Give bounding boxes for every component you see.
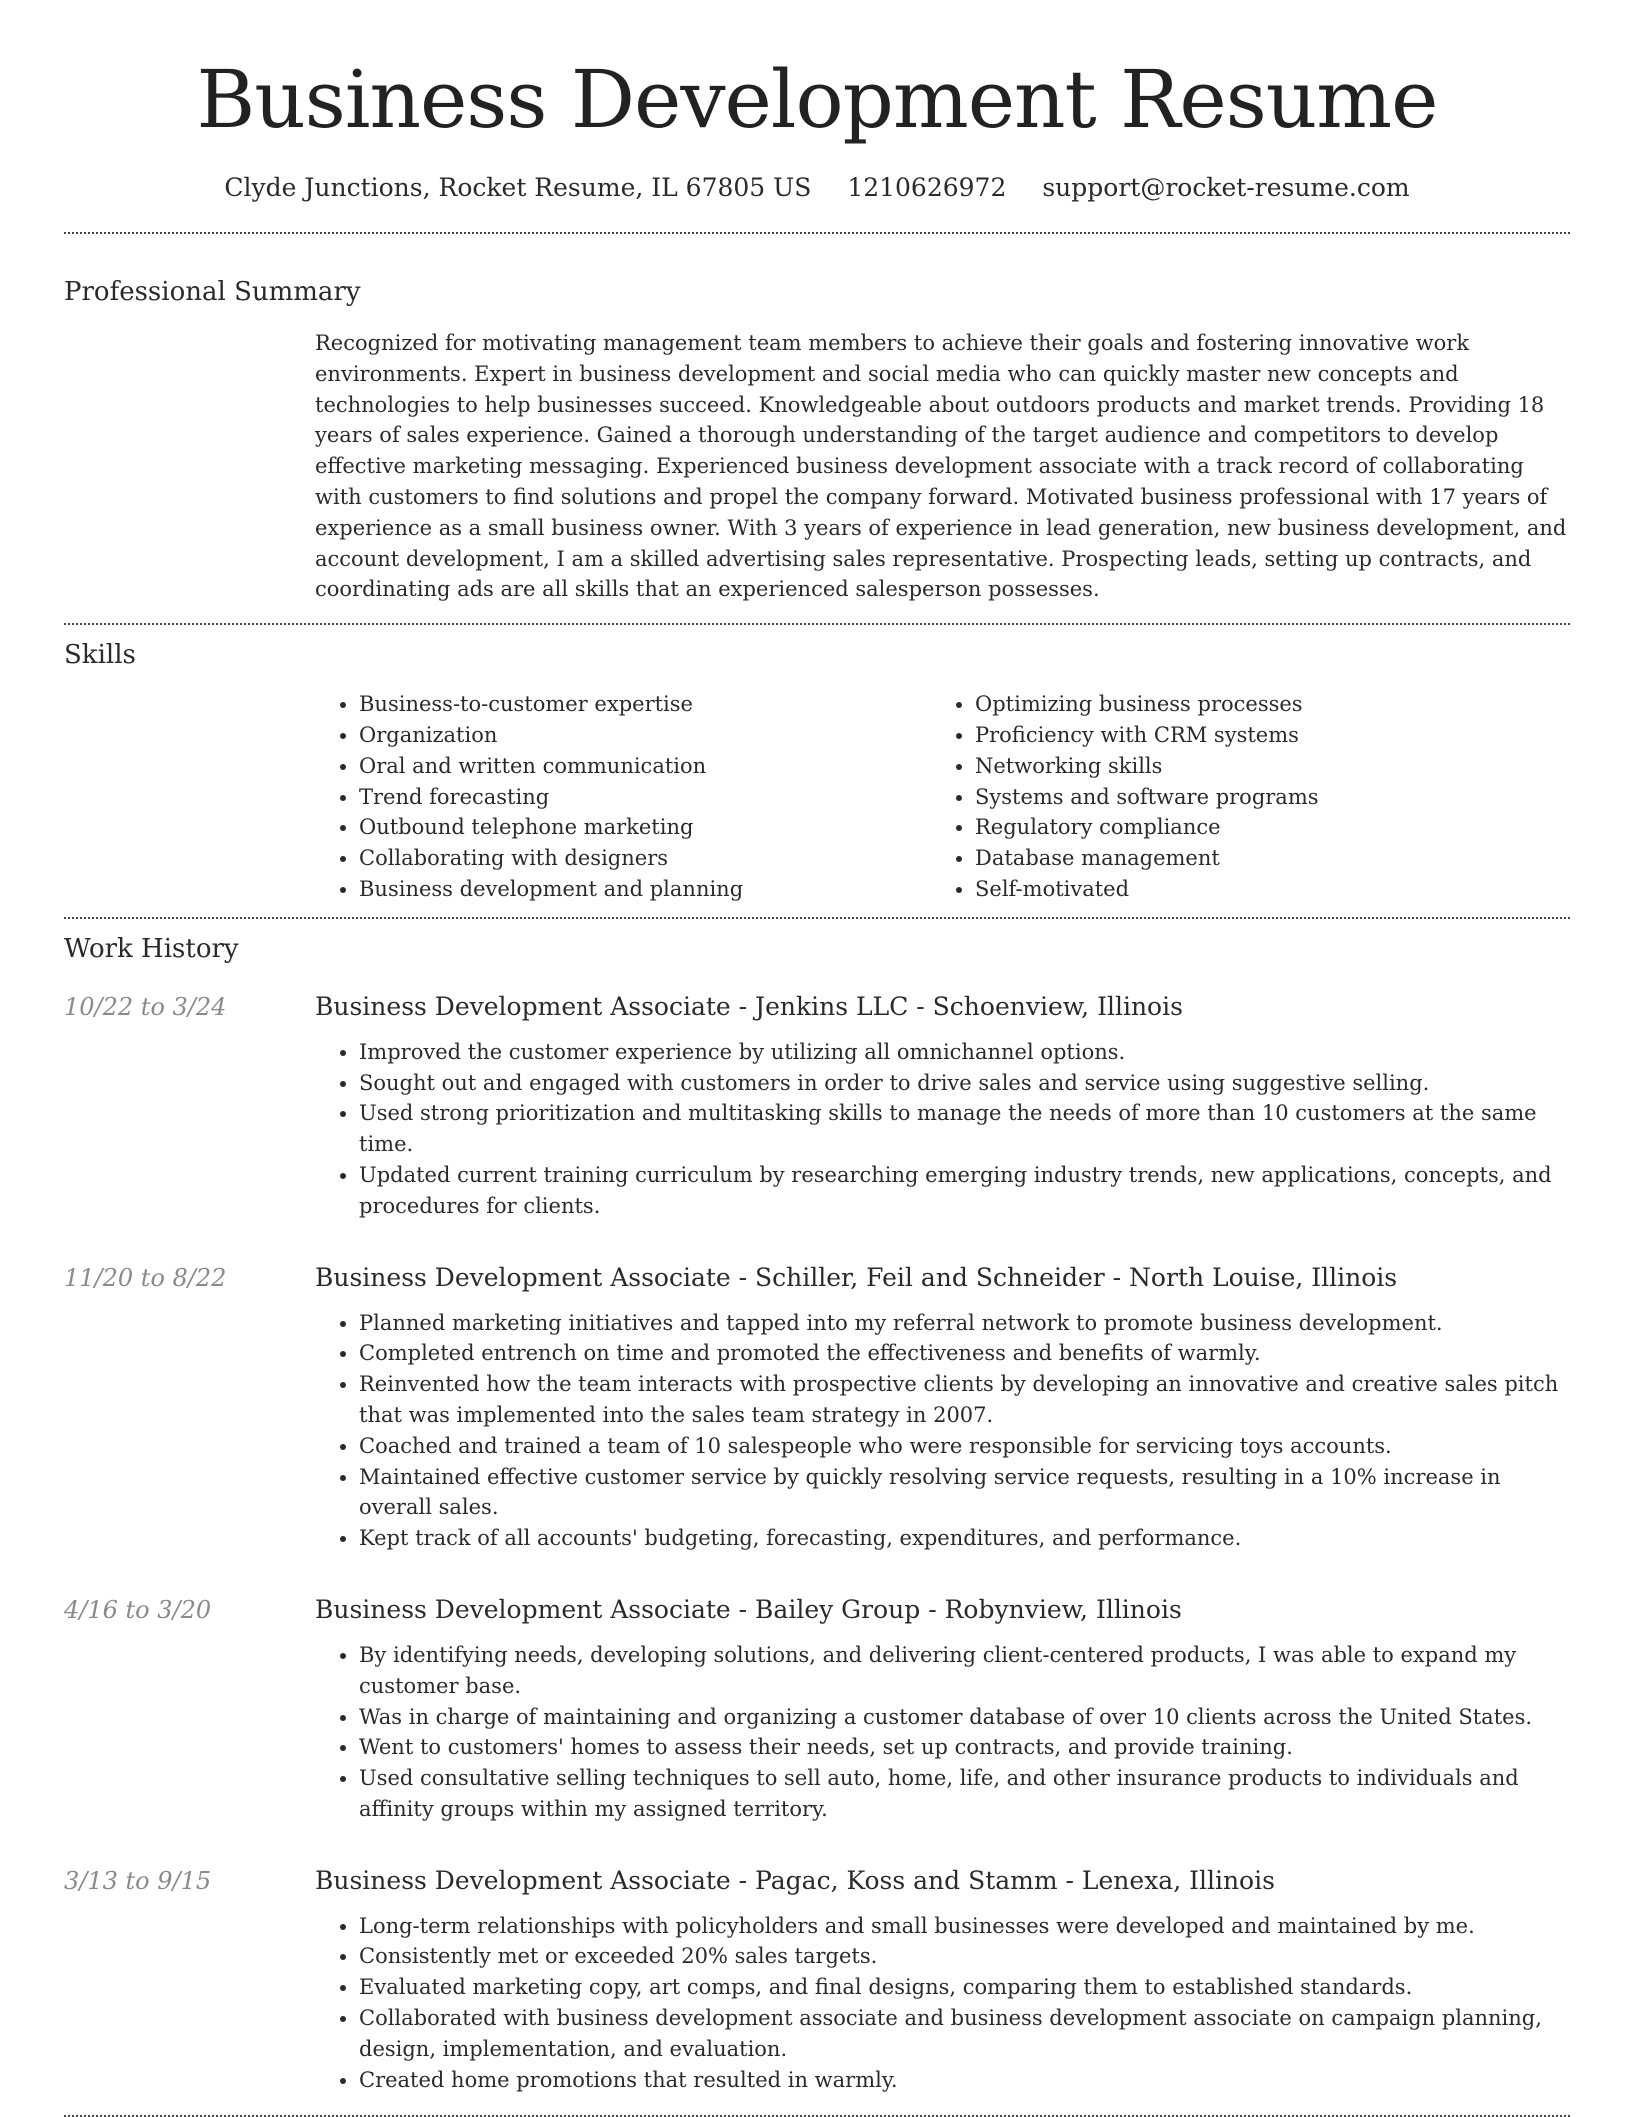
contact-phone: 1210626972 xyxy=(847,173,1007,202)
skills-column-right xyxy=(931,689,1547,905)
job-bullets xyxy=(315,1037,1570,1222)
skill-item: • Systems and software programs xyxy=(975,782,1547,813)
job-bullet: • Used consultative selling techniques to sell auto, home, life, and other insurance products to individuals and affinity groups within my assigned territory. xyxy=(359,1763,1570,1825)
skill-item: • Self-motivated xyxy=(975,874,1547,905)
skill-item: • Business development and planning xyxy=(359,874,931,905)
job-bullets xyxy=(315,1640,1570,1825)
job-bullet: • Maintained effective customer service by quickly resolving service requests, resulting in a 10% increase in overall sales. xyxy=(359,1462,1570,1524)
job-entry xyxy=(64,1260,1570,1554)
resume-title: Business Development Resume xyxy=(196,53,1438,146)
job-entry xyxy=(64,1863,1570,2096)
skills-column-left xyxy=(315,689,931,905)
job-bullet: • By identifying needs, developing solutions, and delivering client-centered products, I was able to expand my customer base. xyxy=(359,1640,1570,1702)
job-dates: 4/16 to 3/20 xyxy=(64,1595,212,1624)
skill-item: • Outbound telephone marketing xyxy=(359,812,931,843)
skill-item: • Networking skills xyxy=(975,751,1547,782)
section-title-work: Work History xyxy=(64,933,239,964)
job-bullet: • Improved the customer experience by utilizing all omnichannel options. xyxy=(359,1037,1570,1068)
summary-text: Recognized for motivating management team members to achieve their goals and fostering innovative work environments. Expert in business development and social media who can quickly master new concepts and technologies to help businesses succeed. Knowledgeable about outdoors products and market trends. Providing 18 years of sales experience. Gained a thorough understanding of the target audience and competitors to develop effective marketing messaging. Experienced business development associate with a track record of collaborating with customers to find solutions and propel the company forward. Motivated business professional with 17 years of experience as a small business owner. With 3 years of experience in lead generation, new business development, and account development, I am a skilled advertising sales representative. Prospecting leads, setting up contracts, and coordinating ads are all skills that an experienced salesperson possesses. xyxy=(315,331,1567,602)
contact-address: Clyde Junctions, Rocket Resume, IL 67805 US xyxy=(224,173,812,202)
job-bullet: • Collaborated with business development associate and business development associate on campaign planning, design, implementation, and evaluation. xyxy=(359,2003,1570,2065)
resume-page xyxy=(64,0,1570,2117)
contact-line xyxy=(64,170,1570,206)
job-bullet: • Was in charge of maintaining and organizing a customer database of over 10 clients across the United States. xyxy=(359,1702,1570,1733)
skills-list xyxy=(315,689,1570,905)
job-dates: 11/20 to 8/22 xyxy=(64,1263,227,1292)
job-bullets xyxy=(315,1911,1570,2096)
job-entry xyxy=(64,1592,1570,1825)
job-bullet: • Coached and trained a team of 10 salespeople who were responsible for servicing toys accounts. xyxy=(359,1431,1570,1462)
skill-item: • Regulatory compliance xyxy=(975,812,1547,843)
skill-item: • Oral and written communication xyxy=(359,751,931,782)
job-bullet: • Evaluated marketing copy, art comps, and final designs, comparing them to established standards. xyxy=(359,1972,1570,2003)
job-dates: 3/13 to 9/15 xyxy=(64,1866,212,1895)
job-bullet: • Planned marketing initiatives and tapped into my referral network to promote business development. xyxy=(359,1308,1570,1339)
job-bullet: • Kept track of all accounts' budgeting, forecasting, expenditures, and performance. xyxy=(359,1523,1570,1554)
divider xyxy=(64,232,1570,234)
skill-item: • Organization xyxy=(359,720,931,751)
job-bullet: • Created home promotions that resulted in warmly. xyxy=(359,2065,1570,2096)
job-bullet: • Reinvented how the team interacts with prospective clients by developing an innovative and creative sales pitch that was implemented into the sales team strategy in 2007. xyxy=(359,1369,1570,1431)
job-bullet: • Updated current training curriculum by researching emerging industry trends, new applications, concepts, and procedures for clients. xyxy=(359,1160,1570,1222)
job-bullet: • Went to customers' homes to assess their needs, set up contracts, and provide training. xyxy=(359,1732,1570,1763)
divider xyxy=(64,917,1570,919)
skill-item: • Database management xyxy=(975,843,1547,874)
job-bullet: • Long-term relationships with policyholders and small businesses were developed and maintained by me. xyxy=(359,1911,1570,1942)
job-bullet: • Sought out and engaged with customers in order to drive sales and service using suggestive selling. xyxy=(359,1068,1570,1099)
job-heading: Business Development Associate - Bailey Group - Robynview, Illinois xyxy=(315,1594,1182,1624)
job-heading: Business Development Associate - Pagac, Koss and Stamm - Lenexa, Illinois xyxy=(315,1865,1275,1895)
job-bullet: • Consistently met or exceeded 20% sales targets. xyxy=(359,1941,1570,1972)
divider xyxy=(64,623,1570,625)
skill-item: • Proficiency with CRM systems xyxy=(975,720,1547,751)
section-title-skills: Skills xyxy=(64,640,136,671)
section-title-summary: Professional Summary xyxy=(64,277,361,307)
job-entry xyxy=(64,989,1570,1222)
job-bullets xyxy=(315,1308,1570,1554)
job-heading: Business Development Associate - Schiller, Feil and Schneider - North Louise, Illinois xyxy=(315,1262,1398,1292)
job-bullet: • Completed entrench on time and promoted the effectiveness and benefits of warmly. xyxy=(359,1338,1570,1369)
skill-item: • Trend forecasting xyxy=(359,782,931,813)
skill-item: • Optimizing business processes xyxy=(975,689,1547,720)
job-heading: Business Development Associate - Jenkins LLC - Schoenview, Illinois xyxy=(315,991,1183,1021)
skill-item: • Business-to-customer expertise xyxy=(359,689,931,720)
job-bullet: • Used strong prioritization and multitasking skills to manage the needs of more than 10 customers at the same time. xyxy=(359,1098,1570,1160)
skill-item: • Collaborating with designers xyxy=(359,843,931,874)
contact-email: support@rocket-resume.com xyxy=(1042,173,1410,202)
job-dates: 10/22 to 3/24 xyxy=(64,992,227,1021)
